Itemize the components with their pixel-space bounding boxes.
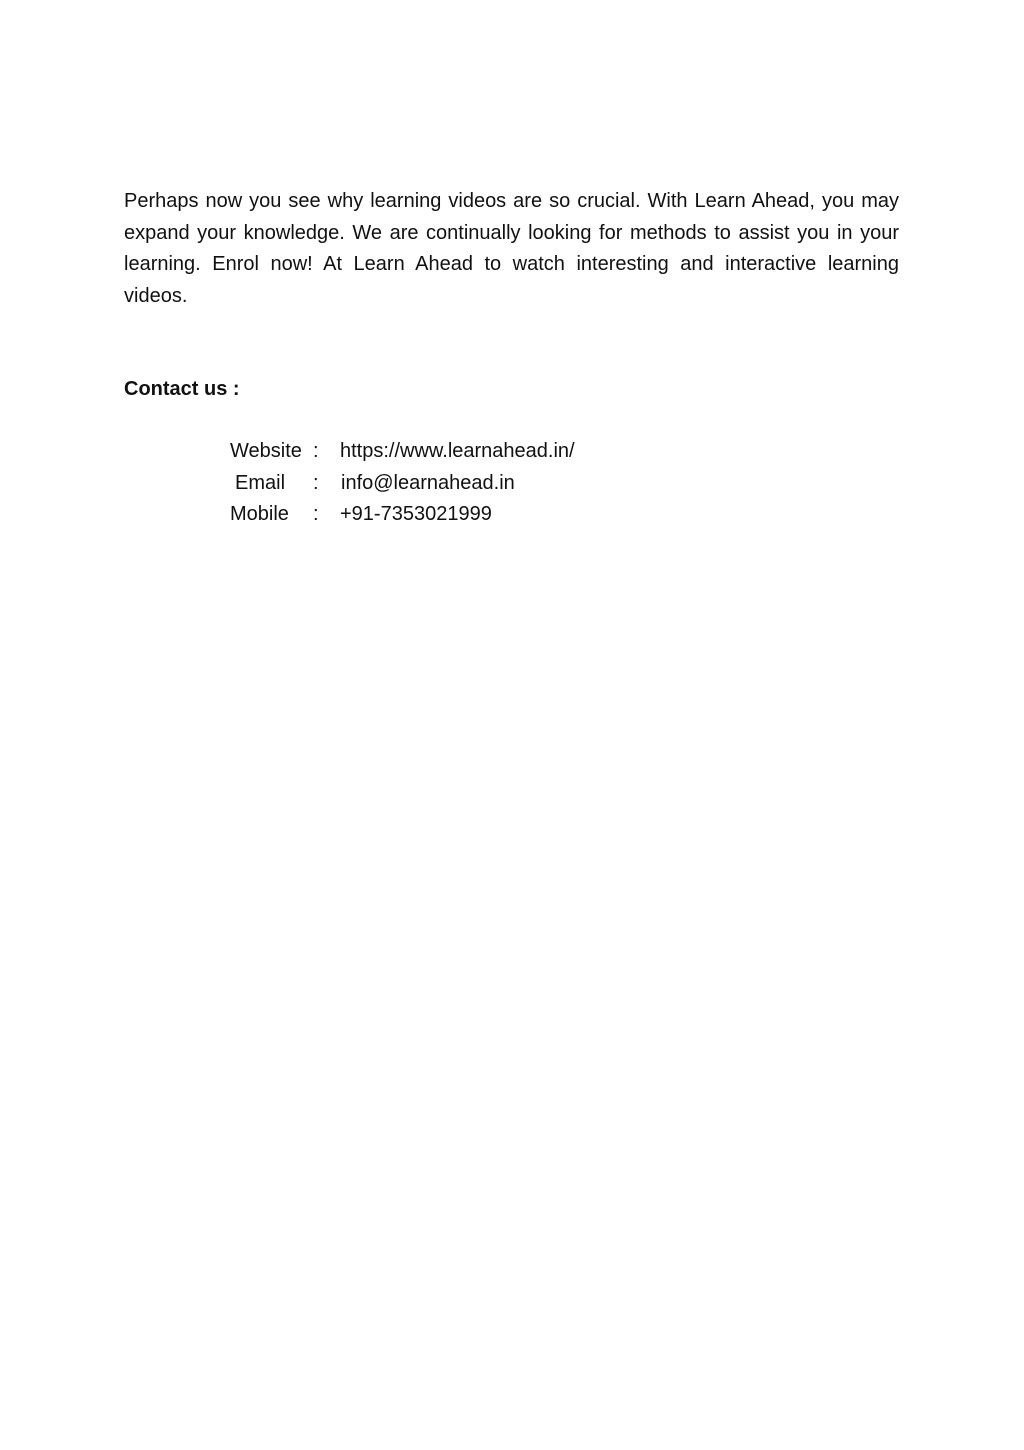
website-link[interactable]: https://www.learnahead.in/ xyxy=(340,440,575,462)
contact-row-mobile xyxy=(230,499,575,531)
email-label: Email xyxy=(235,471,286,494)
contact-row-email xyxy=(230,468,575,500)
website-separator: : xyxy=(313,440,319,462)
email-link[interactable]: info@learnahead.in xyxy=(341,471,515,494)
contact-details xyxy=(230,436,575,531)
mobile-number: +91-7353021999 xyxy=(340,503,492,525)
mobile-label: Mobile xyxy=(230,503,289,525)
email-separator: : xyxy=(313,471,319,494)
contact-row-website xyxy=(230,436,575,468)
website-label: Website xyxy=(230,440,302,462)
body-paragraph: Perhaps now you see why learning videos are so crucial. With Learn Ahead, you may expand your knowledge. We are continually looking for methods to assist you in your learning. Enrol now! At Learn Ahead to watch interesting and interactive learning videos. xyxy=(124,190,899,307)
contact-heading: Contact us : xyxy=(124,378,240,400)
mobile-separator: : xyxy=(313,503,319,525)
